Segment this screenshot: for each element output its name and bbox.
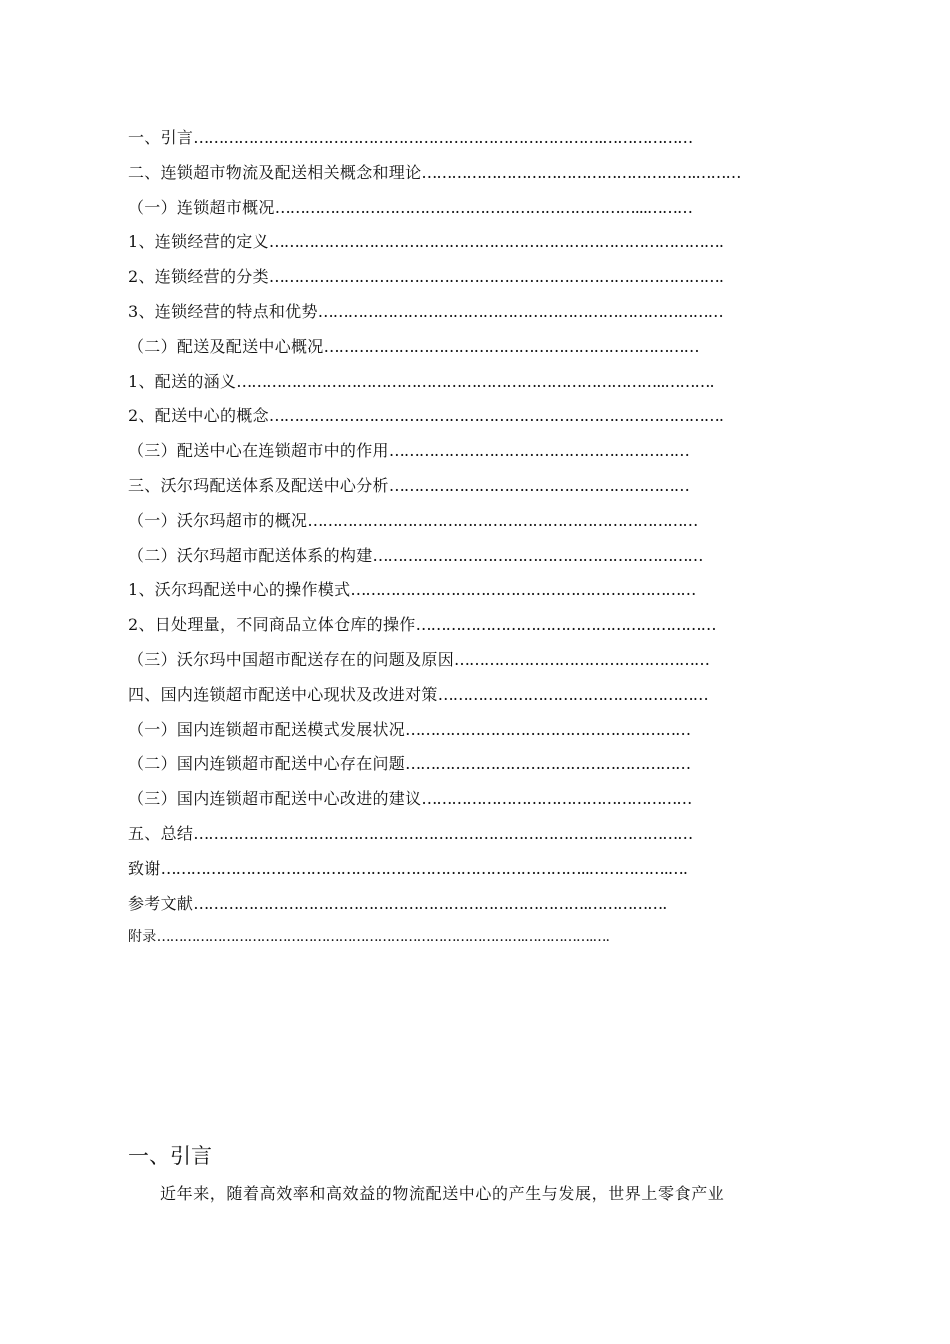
toc-entry-walmart-operation[interactable] — [128, 577, 818, 612]
toc-entry-concepts[interactable] — [128, 160, 818, 195]
toc-entry-chain-features[interactable] — [128, 299, 818, 334]
toc-leader-dots: …………………………………………………… — [415, 615, 716, 635]
toc-entry-title: 1、连锁经营的定义 — [128, 232, 269, 252]
toc-leader-dots: …………………………………………………………………… — [307, 510, 698, 530]
toc-entry-chain-overview[interactable] — [128, 195, 818, 230]
toc-entry-introduction[interactable] — [128, 125, 818, 160]
toc-leader-dots: ……………………………………………… — [421, 789, 692, 809]
toc-leader-dots: …………………………………………………… — [388, 475, 689, 495]
toc-leader-dots: ………………………………………………………………………….…………….…. — [156, 929, 609, 946]
toc-entry-title: （二）沃尔玛超市配送体系的构建 — [128, 545, 373, 565]
toc-entry-distribution-meaning[interactable] — [128, 369, 818, 404]
toc-leader-dots: ………………………………………………………………………………. — [268, 406, 723, 426]
toc-entry-title: 2、日处理量，不同商品立体仓库的操作 — [128, 615, 416, 635]
toc-entry-title: 附录 — [128, 929, 157, 946]
toc-entry-domestic-status[interactable] — [128, 682, 818, 717]
toc-leader-dots: ………………………………………………… — [405, 754, 691, 774]
toc-entry-title: （三）配送中心在连锁超市中的作用 — [128, 441, 389, 461]
toc-entry-walmart-analysis[interactable] — [128, 473, 818, 508]
toc-entry-title: （一）连锁超市概况 — [128, 197, 275, 217]
toc-leader-dots: ………………………………………………………………………………. — [268, 267, 723, 287]
section-heading-introduction: 一、引言 — [128, 1144, 212, 1168]
toc-entry-title: 2、配送中心的概念 — [128, 406, 269, 426]
toc-entry-title: 三、沃尔玛配送体系及配送中心分析 — [128, 475, 389, 495]
toc-entry-domestic-problems[interactable] — [128, 751, 818, 786]
toc-entry-title: 1、沃尔玛配送中心的操作模式 — [128, 580, 351, 600]
toc-leader-dots: ……………………………………………………………………….……………… — [193, 823, 693, 843]
toc-leader-dots: ………………………………………………………… — [372, 545, 703, 565]
toc-entry-title: （三）沃尔玛中国超市配送存在的问题及原因 — [128, 649, 455, 669]
toc-entry-title: （一）国内连锁超市配送模式发展状况 — [128, 719, 406, 739]
toc-leader-dots: …………………………………………………………………….……………. — [193, 893, 667, 913]
toc-entry-title: 参考文献 — [128, 893, 194, 913]
toc-leader-dots: ……………………………………………….……… — [421, 162, 741, 182]
toc-entry-title: 2、连锁经营的分类 — [128, 267, 269, 287]
toc-entry-walmart-china-problems[interactable] — [128, 647, 818, 682]
toc-entry-center-concept[interactable] — [128, 403, 818, 438]
toc-leader-dots: ……………………………………………………………………….……………… — [193, 128, 693, 147]
toc-entry-domestic-development[interactable] — [128, 717, 818, 752]
toc-entry-chain-classification[interactable] — [128, 264, 818, 299]
toc-entry-title: 致谢 — [128, 858, 161, 878]
toc-entry-acknowledgements[interactable] — [128, 856, 818, 891]
toc-entry-title: 五、总结 — [128, 823, 194, 843]
toc-leader-dots: ………………………………………………… — [405, 719, 691, 739]
toc-leader-dots: ……………………………………………… — [437, 684, 708, 704]
toc-leader-dots: …………………………………………………………………………..…………….…. — [160, 858, 687, 878]
toc-leader-dots: ………………………………………………………………………………. — [268, 232, 723, 252]
toc-entry-title: 二、连锁超市物流及配送相关概念和理论 — [128, 162, 422, 182]
toc-entry-title: （二）国内连锁超市配送中心存在问题 — [128, 754, 406, 774]
toc-entry-title: 四、国内连锁超市配送中心现状及改进对策 — [128, 684, 438, 704]
table-of-contents — [128, 125, 818, 960]
toc-entry-references[interactable] — [128, 891, 818, 926]
toc-entry-daily-volume[interactable] — [128, 612, 818, 647]
toc-entry-center-role[interactable] — [128, 438, 818, 473]
toc-entry-title: （一）沃尔玛超市的概况 — [128, 510, 308, 530]
toc-leader-dots: …………………………………………… — [454, 649, 710, 669]
toc-entry-title: 一、引言 — [128, 128, 194, 147]
toc-leader-dots: ………………………………………………………………… — [323, 336, 699, 356]
toc-leader-dots: ……………………………………………………………………… — [317, 301, 723, 321]
toc-entry-walmart-system[interactable] — [128, 543, 818, 578]
toc-entry-title: （三）国内连锁超市配送中心改进的建议 — [128, 789, 422, 809]
toc-entry-appendix[interactable] — [128, 925, 818, 960]
toc-entry-distribution-overview[interactable] — [128, 334, 818, 369]
toc-leader-dots: …………………………………………………………………………..………. — [236, 371, 714, 391]
toc-entry-walmart-overview[interactable] — [128, 508, 818, 543]
toc-entry-summary[interactable] — [128, 821, 818, 856]
toc-leader-dots: …………………………………………………………… — [350, 580, 696, 600]
toc-entry-chain-definition[interactable] — [128, 229, 818, 264]
toc-leader-dots: ………………………………………………………………...……… — [274, 197, 692, 217]
toc-leader-dots: …………………………………………………… — [388, 441, 689, 461]
toc-entry-title: （二）配送及配送中心概况 — [128, 336, 324, 356]
toc-entry-title: 3、连锁经营的特点和优势 — [128, 301, 318, 321]
body-paragraph: 近年来，随着高效率和高效益的物流配送中心的产生与发展，世界上零食产业 — [160, 1184, 725, 1203]
toc-entry-title: 1、配送的涵义 — [128, 371, 237, 391]
toc-entry-domestic-suggestions[interactable] — [128, 786, 818, 821]
